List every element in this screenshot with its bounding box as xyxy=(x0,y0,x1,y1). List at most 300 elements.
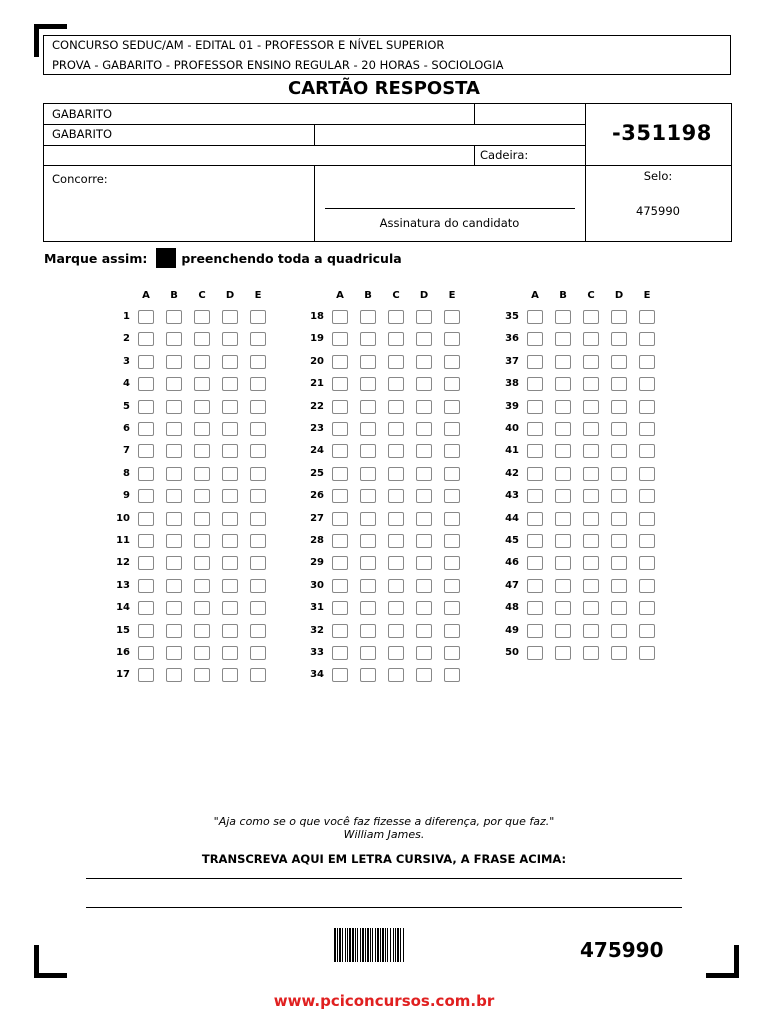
answer-box-35-c[interactable] xyxy=(583,310,599,324)
answer-box-15-e[interactable] xyxy=(250,624,266,638)
barcode-bar xyxy=(375,928,376,962)
question-number-42: 42 xyxy=(505,467,519,479)
answer-box-3-b[interactable] xyxy=(166,355,182,369)
answer-box-41-c[interactable] xyxy=(583,444,599,458)
answer-box-27-e[interactable] xyxy=(444,512,460,526)
answer-box-47-b[interactable] xyxy=(555,579,571,593)
column-letter-e: E xyxy=(643,290,651,301)
answer-box-18-d[interactable] xyxy=(416,310,432,324)
answer-box-28-c[interactable] xyxy=(388,534,404,548)
answer-box-13-e[interactable] xyxy=(250,579,266,593)
answer-box-25-e[interactable] xyxy=(444,467,460,481)
answer-box-33-e[interactable] xyxy=(444,646,460,660)
answer-box-9-e[interactable] xyxy=(250,489,266,503)
answer-box-20-e[interactable] xyxy=(444,355,460,369)
answer-box-45-b[interactable] xyxy=(555,534,571,548)
answer-box-20-b[interactable] xyxy=(360,355,376,369)
answer-box-43-e[interactable] xyxy=(639,489,655,503)
answer-box-26-d[interactable] xyxy=(416,489,432,503)
answer-box-16-e[interactable] xyxy=(250,646,266,660)
answer-box-31-c[interactable] xyxy=(388,601,404,615)
answer-box-34-e[interactable] xyxy=(444,668,460,682)
exam-header-line-2: PROVA - GABARITO - PROFESSOR ENSINO REGULAR - 20 HORAS - SOCIOLOGIA xyxy=(52,58,504,72)
answer-box-27-c[interactable] xyxy=(388,512,404,526)
answer-box-4-c[interactable] xyxy=(194,377,210,391)
answer-box-29-a[interactable] xyxy=(332,556,348,570)
answer-box-40-a[interactable] xyxy=(527,422,543,436)
answer-box-17-d[interactable] xyxy=(222,668,238,682)
answer-box-40-e[interactable] xyxy=(639,422,655,436)
answer-box-7-a[interactable] xyxy=(138,444,154,458)
answer-box-30-e[interactable] xyxy=(444,579,460,593)
answer-box-4-d[interactable] xyxy=(222,377,238,391)
answer-box-21-c[interactable] xyxy=(388,377,404,391)
barcode-bar xyxy=(345,928,346,962)
answer-box-11-a[interactable] xyxy=(138,534,154,548)
answer-box-47-c[interactable] xyxy=(583,579,599,593)
answer-box-44-b[interactable] xyxy=(555,512,571,526)
answer-box-37-e[interactable] xyxy=(639,355,655,369)
answer-box-24-d[interactable] xyxy=(416,444,432,458)
answer-box-8-a[interactable] xyxy=(138,467,154,481)
question-number-15: 15 xyxy=(116,624,130,636)
answer-box-31-b[interactable] xyxy=(360,601,376,615)
answer-box-7-e[interactable] xyxy=(250,444,266,458)
answer-box-46-e[interactable] xyxy=(639,556,655,570)
question-number-18: 18 xyxy=(310,311,324,322)
answer-box-26-b[interactable] xyxy=(360,489,376,503)
answer-box-38-b[interactable] xyxy=(555,377,571,391)
answer-box-12-d[interactable] xyxy=(222,556,238,570)
answer-box-27-b[interactable] xyxy=(360,512,376,526)
answer-box-14-b[interactable] xyxy=(166,601,182,615)
answer-box-47-e[interactable] xyxy=(639,579,655,593)
quote-author: William James. xyxy=(343,828,425,841)
question-number-27: 27 xyxy=(310,512,324,524)
answer-box-32-a[interactable] xyxy=(332,624,348,638)
answer-box-38-e[interactable] xyxy=(639,377,655,391)
answer-box-6-e[interactable] xyxy=(250,422,266,436)
barcode-bar xyxy=(397,928,399,962)
answer-box-27-a[interactable] xyxy=(332,512,348,526)
answer-box-21-d[interactable] xyxy=(416,377,432,391)
answer-box-44-c[interactable] xyxy=(583,512,599,526)
answer-box-33-d[interactable] xyxy=(416,646,432,660)
answer-box-45-c[interactable] xyxy=(583,534,599,548)
barcode-bar xyxy=(352,928,354,962)
barcode-bar xyxy=(377,928,379,962)
answer-box-4-e[interactable] xyxy=(250,377,266,391)
answer-box-13-c[interactable] xyxy=(194,579,210,593)
answer-box-26-a[interactable] xyxy=(332,489,348,503)
answer-box-50-c[interactable] xyxy=(583,646,599,660)
answer-box-6-a[interactable] xyxy=(138,422,154,436)
answer-box-22-e[interactable] xyxy=(444,400,460,414)
answer-box-43-c[interactable] xyxy=(583,489,599,503)
answer-box-7-d[interactable] xyxy=(222,444,238,458)
answer-box-24-b[interactable] xyxy=(360,444,376,458)
answer-box-38-a[interactable] xyxy=(527,377,543,391)
answer-box-15-d[interactable] xyxy=(222,624,238,638)
answer-box-32-d[interactable] xyxy=(416,624,432,638)
answer-box-36-c[interactable] xyxy=(583,332,599,346)
barcode-bar xyxy=(365,928,366,962)
barcode-bar xyxy=(372,928,373,962)
answer-box-39-b[interactable] xyxy=(555,400,571,414)
answer-box-30-a[interactable] xyxy=(332,579,348,593)
answer-box-5-a[interactable] xyxy=(138,400,154,414)
answer-box-41-d[interactable] xyxy=(611,444,627,458)
answer-box-35-b[interactable] xyxy=(555,310,571,324)
answer-box-24-e[interactable] xyxy=(444,444,460,458)
answer-box-7-b[interactable] xyxy=(166,444,182,458)
answer-box-50-d[interactable] xyxy=(611,646,627,660)
answer-box-37-a[interactable] xyxy=(527,355,543,369)
answer-box-10-a[interactable] xyxy=(138,512,154,526)
handwriting-line-1 xyxy=(86,878,682,879)
page-title: CARTÃO RESPOSTA xyxy=(288,78,480,99)
answer-box-43-b[interactable] xyxy=(555,489,571,503)
answer-box-13-b[interactable] xyxy=(166,579,182,593)
answer-box-16-b[interactable] xyxy=(166,646,182,660)
question-number-28: 28 xyxy=(310,535,324,546)
answer-box-18-c[interactable] xyxy=(388,310,404,324)
answer-box-50-a[interactable] xyxy=(527,646,543,660)
answer-box-14-c[interactable] xyxy=(194,601,210,615)
answer-box-46-d[interactable] xyxy=(611,556,627,570)
answer-box-14-d[interactable] xyxy=(222,601,238,615)
answer-box-2-e[interactable] xyxy=(250,332,266,346)
answer-box-45-d[interactable] xyxy=(611,534,627,548)
answer-box-48-a[interactable] xyxy=(527,601,543,615)
website-link[interactable]: www.pciconcursos.com.br xyxy=(273,992,495,1010)
answer-box-34-c[interactable] xyxy=(388,668,404,682)
answer-box-3-a[interactable] xyxy=(138,355,154,369)
question-number-3: 3 xyxy=(123,355,130,367)
answer-box-28-d[interactable] xyxy=(416,534,432,548)
barcode-bar xyxy=(390,928,391,962)
answer-box-29-b[interactable] xyxy=(360,556,376,570)
question-number-21: 21 xyxy=(310,378,324,390)
answer-box-40-b[interactable] xyxy=(555,422,571,436)
answer-box-8-b[interactable] xyxy=(166,467,182,481)
question-number-10: 10 xyxy=(116,512,130,524)
answer-box-18-b[interactable] xyxy=(360,310,376,324)
question-number-4: 4 xyxy=(123,378,130,390)
answer-box-8-c[interactable] xyxy=(194,467,210,481)
answer-box-40-c[interactable] xyxy=(583,422,599,436)
answer-box-37-d[interactable] xyxy=(611,355,627,369)
answer-box-47-d[interactable] xyxy=(611,579,627,593)
answer-box-1-d[interactable] xyxy=(222,310,238,324)
answer-box-6-d[interactable] xyxy=(222,422,238,436)
answer-box-50-e[interactable] xyxy=(639,646,655,660)
answer-box-1-e[interactable] xyxy=(250,310,266,324)
answer-box-30-c[interactable] xyxy=(388,579,404,593)
answer-box-4-b[interactable] xyxy=(166,377,182,391)
answer-box-23-d[interactable] xyxy=(416,422,432,436)
answer-box-19-c[interactable] xyxy=(388,332,404,346)
answer-box-11-b[interactable] xyxy=(166,534,182,548)
answer-box-48-d[interactable] xyxy=(611,601,627,615)
answer-box-49-b[interactable] xyxy=(555,624,571,638)
answer-box-12-a[interactable] xyxy=(138,556,154,570)
answer-box-39-c[interactable] xyxy=(583,400,599,414)
answer-box-13-a[interactable] xyxy=(138,579,154,593)
answer-box-26-c[interactable] xyxy=(388,489,404,503)
answer-box-11-c[interactable] xyxy=(194,534,210,548)
answer-box-35-e[interactable] xyxy=(639,310,655,324)
answer-box-3-c[interactable] xyxy=(194,355,210,369)
question-number-46: 46 xyxy=(505,557,519,569)
answer-box-20-d[interactable] xyxy=(416,355,432,369)
answer-box-39-a[interactable] xyxy=(527,400,543,414)
answer-box-32-c[interactable] xyxy=(388,624,404,638)
cadeira-label: Cadeira: xyxy=(480,148,529,162)
answer-box-42-a[interactable] xyxy=(527,467,543,481)
answer-box-25-a[interactable] xyxy=(332,467,348,481)
answer-box-17-b[interactable] xyxy=(166,668,182,682)
question-number-44: 44 xyxy=(505,512,519,524)
answer-box-35-a[interactable] xyxy=(527,310,543,324)
answer-box-23-a[interactable] xyxy=(332,422,348,436)
answer-box-15-a[interactable] xyxy=(138,624,154,638)
answer-box-44-d[interactable] xyxy=(611,512,627,526)
answer-box-30-b[interactable] xyxy=(360,579,376,593)
answer-box-15-c[interactable] xyxy=(194,624,210,638)
answer-box-49-e[interactable] xyxy=(639,624,655,638)
barcode-bar xyxy=(355,928,356,962)
answer-box-10-b[interactable] xyxy=(166,512,182,526)
answer-box-5-e[interactable] xyxy=(250,400,266,414)
barcode-bar xyxy=(393,928,394,962)
answer-box-11-d[interactable] xyxy=(222,534,238,548)
answer-box-49-d[interactable] xyxy=(611,624,627,638)
question-number-35: 35 xyxy=(505,311,519,322)
answer-box-34-b[interactable] xyxy=(360,668,376,682)
answer-box-36-b[interactable] xyxy=(555,332,571,346)
answer-box-16-d[interactable] xyxy=(222,646,238,660)
answer-box-38-d[interactable] xyxy=(611,377,627,391)
answer-box-20-a[interactable] xyxy=(332,355,348,369)
answer-box-6-b[interactable] xyxy=(166,422,182,436)
answer-box-3-e[interactable] xyxy=(250,355,266,369)
answer-box-20-c[interactable] xyxy=(388,355,404,369)
question-number-17: 17 xyxy=(116,669,130,681)
answer-box-32-b[interactable] xyxy=(360,624,376,638)
answer-box-2-c[interactable] xyxy=(194,332,210,346)
answer-box-32-e[interactable] xyxy=(444,624,460,638)
answer-box-1-c[interactable] xyxy=(194,310,210,324)
answer-box-23-b[interactable] xyxy=(360,422,376,436)
answer-box-41-b[interactable] xyxy=(555,444,571,458)
answer-box-37-c[interactable] xyxy=(583,355,599,369)
answer-box-19-e[interactable] xyxy=(444,332,460,346)
exam-header-line-1: CONCURSO SEDUC/AM - EDITAL 01 - PROFESSOR E NÍVEL SUPERIOR xyxy=(52,38,445,52)
answer-box-30-d[interactable] xyxy=(416,579,432,593)
answer-box-9-c[interactable] xyxy=(194,489,210,503)
answer-box-46-b[interactable] xyxy=(555,556,571,570)
answer-box-29-c[interactable] xyxy=(388,556,404,570)
answer-box-22-c[interactable] xyxy=(388,400,404,414)
answer-box-28-a[interactable] xyxy=(332,534,348,548)
marking-instruction-prefix: Marque assim: xyxy=(44,250,148,266)
answer-box-13-d[interactable] xyxy=(222,579,238,593)
answer-box-18-a[interactable] xyxy=(332,310,348,324)
answer-box-14-a[interactable] xyxy=(138,601,154,615)
answer-box-3-d[interactable] xyxy=(222,355,238,369)
answer-box-42-e[interactable] xyxy=(639,467,655,481)
barcode-bar xyxy=(387,928,388,962)
answer-box-45-e[interactable] xyxy=(639,534,655,548)
answer-box-25-b[interactable] xyxy=(360,467,376,481)
answer-box-2-b[interactable] xyxy=(166,332,182,346)
answer-box-10-d[interactable] xyxy=(222,512,238,526)
answer-box-16-a[interactable] xyxy=(138,646,154,660)
answer-box-48-c[interactable] xyxy=(583,601,599,615)
answer-box-19-d[interactable] xyxy=(416,332,432,346)
answer-box-17-a[interactable] xyxy=(138,668,154,682)
answer-box-25-c[interactable] xyxy=(388,467,404,481)
answer-box-9-b[interactable] xyxy=(166,489,182,503)
answer-box-42-b[interactable] xyxy=(555,467,571,481)
answer-box-37-b[interactable] xyxy=(555,355,571,369)
answer-box-23-e[interactable] xyxy=(444,422,460,436)
answer-box-5-b[interactable] xyxy=(166,400,182,414)
answer-box-41-e[interactable] xyxy=(639,444,655,458)
answer-box-48-e[interactable] xyxy=(639,601,655,615)
answer-box-5-d[interactable] xyxy=(222,400,238,414)
answer-box-31-a[interactable] xyxy=(332,601,348,615)
answer-box-43-a[interactable] xyxy=(527,489,543,503)
answer-box-48-b[interactable] xyxy=(555,601,571,615)
answer-box-9-a[interactable] xyxy=(138,489,154,503)
answer-box-50-b[interactable] xyxy=(555,646,571,660)
answer-box-40-d[interactable] xyxy=(611,422,627,436)
concorre-label: Concorre: xyxy=(52,172,108,186)
answer-box-22-b[interactable] xyxy=(360,400,376,414)
answer-box-19-a[interactable] xyxy=(332,332,348,346)
column-letter-d: D xyxy=(614,290,624,301)
answer-box-44-a[interactable] xyxy=(527,512,543,526)
answer-box-28-e[interactable] xyxy=(444,534,460,548)
answer-box-7-c[interactable] xyxy=(194,444,210,458)
answer-box-4-a[interactable] xyxy=(138,377,154,391)
answer-box-26-e[interactable] xyxy=(444,489,460,503)
footer-number: 475990 xyxy=(580,938,664,962)
answer-box-1-b[interactable] xyxy=(166,310,182,324)
answer-box-33-c[interactable] xyxy=(388,646,404,660)
answer-box-2-d[interactable] xyxy=(222,332,238,346)
answer-box-47-a[interactable] xyxy=(527,579,543,593)
answer-box-24-a[interactable] xyxy=(332,444,348,458)
answer-box-33-b[interactable] xyxy=(360,646,376,660)
answer-box-28-b[interactable] xyxy=(360,534,376,548)
barcode-bar xyxy=(362,928,364,962)
answer-box-24-c[interactable] xyxy=(388,444,404,458)
answer-box-34-a[interactable] xyxy=(332,668,348,682)
column-letter-e: E xyxy=(254,290,262,301)
answer-box-31-d[interactable] xyxy=(416,601,432,615)
question-number-1: 1 xyxy=(123,311,130,322)
answer-box-8-e[interactable] xyxy=(250,467,266,481)
answer-box-14-e[interactable] xyxy=(250,601,266,615)
answer-box-33-a[interactable] xyxy=(332,646,348,660)
answer-box-35-d[interactable] xyxy=(611,310,627,324)
question-number-47: 47 xyxy=(505,579,519,591)
answer-box-42-d[interactable] xyxy=(611,467,627,481)
question-number-9: 9 xyxy=(123,490,130,502)
answer-box-39-d[interactable] xyxy=(611,400,627,414)
transcribe-instruction: TRANSCREVA AQUI EM LETRA CURSIVA, A FRASE ACIMA: xyxy=(201,852,567,866)
answer-box-8-d[interactable] xyxy=(222,467,238,481)
answer-box-12-b[interactable] xyxy=(166,556,182,570)
answer-box-21-b[interactable] xyxy=(360,377,376,391)
answer-box-17-e[interactable] xyxy=(250,668,266,682)
question-number-25: 25 xyxy=(310,467,324,479)
answer-box-49-a[interactable] xyxy=(527,624,543,638)
column-letter-d: D xyxy=(419,290,429,301)
answer-box-34-d[interactable] xyxy=(416,668,432,682)
question-number-19: 19 xyxy=(310,333,324,345)
answer-box-16-c[interactable] xyxy=(194,646,210,660)
answer-box-1-a[interactable] xyxy=(138,310,154,324)
question-number-36: 36 xyxy=(505,333,519,345)
answer-box-38-c[interactable] xyxy=(583,377,599,391)
answer-box-39-e[interactable] xyxy=(639,400,655,414)
answer-box-10-c[interactable] xyxy=(194,512,210,526)
answer-box-15-b[interactable] xyxy=(166,624,182,638)
question-number-5: 5 xyxy=(123,400,130,412)
answer-box-36-e[interactable] xyxy=(639,332,655,346)
answer-box-21-a[interactable] xyxy=(332,377,348,391)
candidate-code: -351198 xyxy=(612,121,712,145)
answer-box-45-a[interactable] xyxy=(527,534,543,548)
answer-box-41-a[interactable] xyxy=(527,444,543,458)
gabarito-field-1: GABARITO xyxy=(52,107,112,121)
answer-box-27-d[interactable] xyxy=(416,512,432,526)
answer-box-43-d[interactable] xyxy=(611,489,627,503)
answer-box-46-a[interactable] xyxy=(527,556,543,570)
answer-box-12-c[interactable] xyxy=(194,556,210,570)
answer-box-44-e[interactable] xyxy=(639,512,655,526)
question-number-16: 16 xyxy=(116,647,130,658)
answer-box-17-c[interactable] xyxy=(194,668,210,682)
answer-box-36-d[interactable] xyxy=(611,332,627,346)
answer-box-49-c[interactable] xyxy=(583,624,599,638)
answer-box-10-e[interactable] xyxy=(250,512,266,526)
answer-box-11-e[interactable] xyxy=(250,534,266,548)
answer-box-29-e[interactable] xyxy=(444,556,460,570)
answer-box-18-e[interactable] xyxy=(444,310,460,324)
answer-box-21-e[interactable] xyxy=(444,377,460,391)
answer-box-42-c[interactable] xyxy=(583,467,599,481)
answer-box-6-c[interactable] xyxy=(194,422,210,436)
answer-box-23-c[interactable] xyxy=(388,422,404,436)
answer-box-36-a[interactable] xyxy=(527,332,543,346)
answer-box-31-e[interactable] xyxy=(444,601,460,615)
answer-box-22-a[interactable] xyxy=(332,400,348,414)
answer-box-22-d[interactable] xyxy=(416,400,432,414)
answer-box-25-d[interactable] xyxy=(416,467,432,481)
answer-box-19-b[interactable] xyxy=(360,332,376,346)
answer-box-46-c[interactable] xyxy=(583,556,599,570)
answer-box-29-d[interactable] xyxy=(416,556,432,570)
answer-box-5-c[interactable] xyxy=(194,400,210,414)
answer-box-12-e[interactable] xyxy=(250,556,266,570)
answer-box-9-d[interactable] xyxy=(222,489,238,503)
answer-box-2-a[interactable] xyxy=(138,332,154,346)
